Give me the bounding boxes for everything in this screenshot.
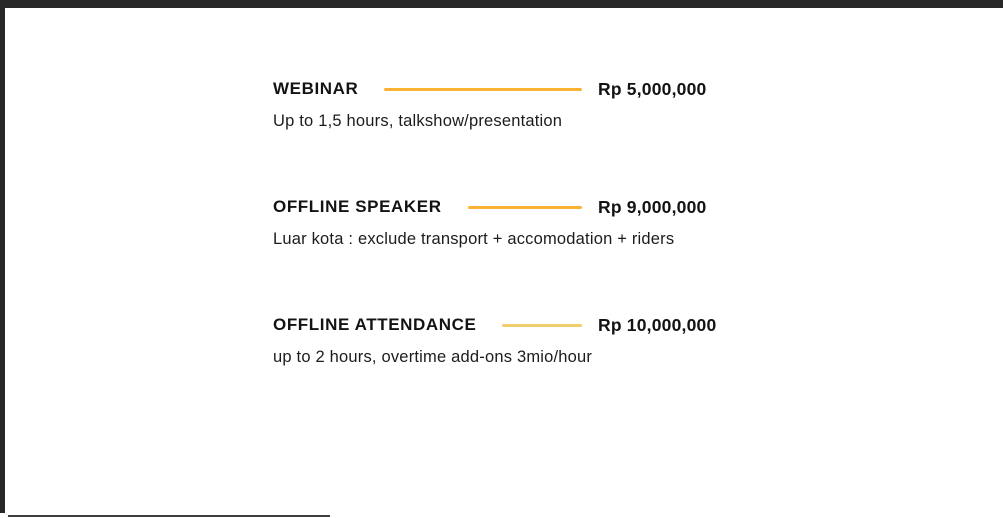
bottom-frame-line xyxy=(8,515,330,517)
price-connector-line xyxy=(502,324,582,327)
service-price: Rp 10,000,000 xyxy=(598,314,717,335)
service-title: OFFLINE ATTENDANCE xyxy=(273,315,477,334)
service-description: up to 2 hours, overtime add-ons 3mio/hour xyxy=(273,348,593,366)
service-title: WEBINAR xyxy=(273,79,359,98)
rate-item-title-row xyxy=(273,78,748,100)
rate-item-webinar xyxy=(273,78,748,132)
service-price: Rp 9,000,000 xyxy=(598,196,707,217)
rate-card xyxy=(273,78,748,432)
service-title: OFFLINE SPEAKER xyxy=(273,197,442,216)
rate-item-offline-speaker xyxy=(273,196,748,250)
service-description: Luar kota : exclude transport + accomodation + riders xyxy=(273,230,675,248)
left-frame-bar xyxy=(0,0,5,513)
rate-item-offline-attendance xyxy=(273,314,748,368)
rate-item-title-row xyxy=(273,314,748,336)
price-connector-line xyxy=(468,206,582,209)
rate-item-title-row xyxy=(273,196,748,218)
service-description: Up to 1,5 hours, talkshow/presentation xyxy=(273,112,563,130)
service-price: Rp 5,000,000 xyxy=(598,78,707,99)
price-connector-line xyxy=(384,88,582,91)
top-frame-bar xyxy=(0,0,1003,8)
